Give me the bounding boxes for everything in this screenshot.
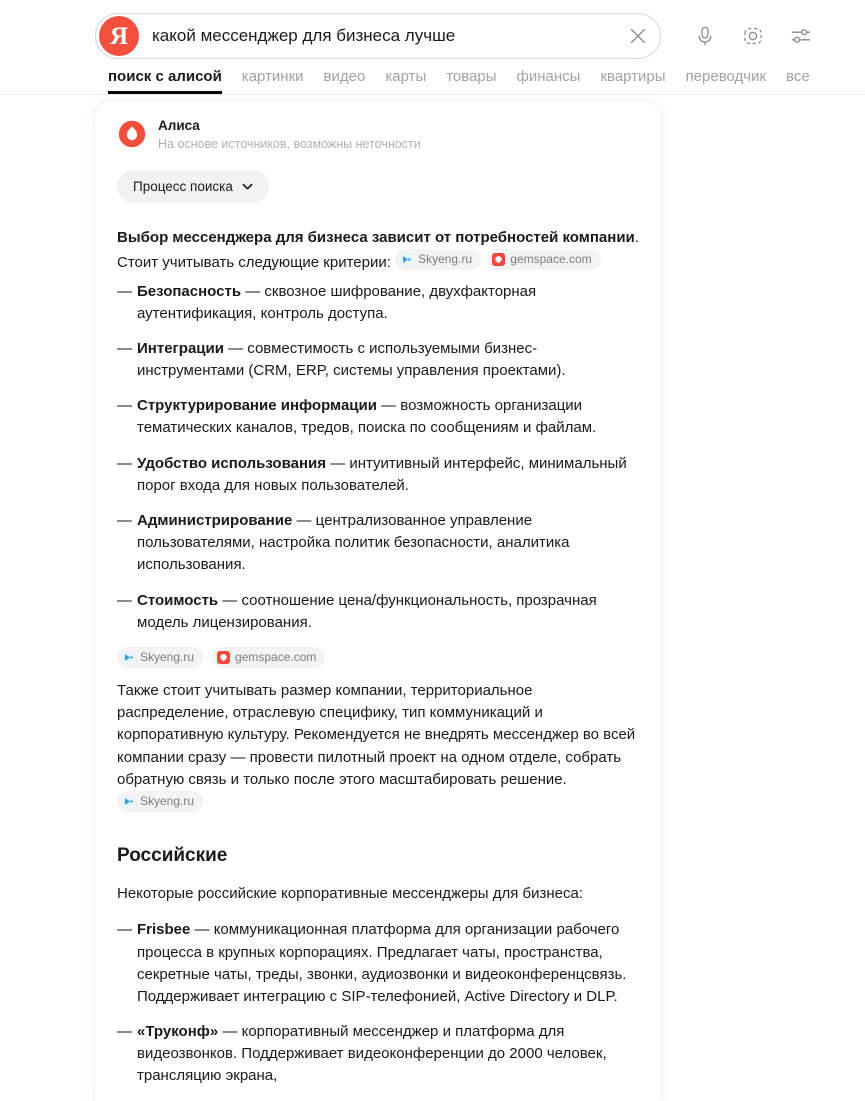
answer-body (117, 227, 639, 1088)
answer-intro-bold: Выбор мессенджера для бизнеса зависит от потребностей компании (117, 229, 635, 247)
criteria-sources-row (117, 647, 639, 668)
tabs (0, 60, 865, 94)
source-chip-skyeng-label: Skyeng.ru (418, 252, 473, 267)
criteria-list (117, 281, 639, 634)
source-chip-skyeng[interactable] (117, 791, 203, 812)
russian-desc: — корпоративный мессенджер и платформа для видеозвонков. Поддерживает видеоконференции до 2000 человек, трансляцию экрана, (137, 1023, 607, 1085)
search-process-label: Процесс поиска (133, 179, 233, 195)
gemspace-favicon-icon (492, 253, 505, 266)
search-input[interactable] (139, 26, 616, 46)
criteria-desc: — возможность организации тематических каналов, тредов, поиска по сообщениям и файлам. (137, 397, 597, 437)
tab-poisk-s-alisoy[interactable]: поиск с алисой (108, 68, 222, 94)
criteria-term: Структурирование информации (137, 397, 377, 415)
criteria-item (117, 510, 639, 577)
alice-logo-icon (117, 119, 147, 149)
criteria-desc: — централизованное управление пользователями, настройка политик безопасности, аналитика использования. (137, 512, 570, 574)
tab-kartinki[interactable]: картинки (241, 68, 304, 85)
tab-perevodchik[interactable]: переводчик (685, 68, 767, 85)
source-chip-gemspace-label: gemspace.com (510, 252, 592, 267)
tab-bar (0, 60, 865, 95)
alice-answer-card (95, 101, 661, 1101)
russian-lead: Некоторые российские корпоративные мессенджеры для бизнеса: (117, 885, 583, 903)
russian-list (117, 919, 639, 1087)
header-divider (0, 94, 865, 95)
criteria-desc: — соотношение цена/функциональность, прозрачная модель лицензирования. (137, 591, 597, 631)
tab-vse[interactable]: все (786, 68, 810, 85)
criteria-desc: — совместимость с используемыми бизнес-инструментами (CRM, ERP, системы управления проектами). (137, 339, 566, 380)
criteria-term: Стоимость (137, 591, 219, 609)
search-header (0, 0, 865, 95)
russian-item (117, 919, 639, 1008)
source-chip-gemspace[interactable] (487, 249, 600, 270)
image-search-button[interactable] (731, 14, 775, 58)
skyeng-favicon-icon (122, 795, 135, 808)
search-settings-button[interactable] (779, 14, 823, 58)
criteria-item (117, 395, 639, 439)
voice-search-button[interactable] (683, 14, 727, 58)
tab-video[interactable]: видео (323, 68, 366, 85)
criteria-term: Удобство использования (137, 454, 326, 472)
microphone-icon (693, 24, 717, 48)
tab-kvartiry[interactable]: квартиры (600, 68, 666, 85)
assistant-disclaimer: На основе источников, возможны неточности (158, 136, 421, 151)
assistant-header (117, 118, 639, 152)
closing-paragraph (117, 680, 639, 816)
source-chip-skyeng-label: Skyeng.ru (140, 793, 195, 808)
russian-item (117, 1021, 639, 1088)
close-icon (627, 25, 649, 47)
russian-term: Frisbee (137, 921, 191, 939)
tab-karty[interactable]: карты (385, 68, 427, 85)
criteria-item (117, 338, 639, 382)
skyeng-favicon-icon (122, 651, 135, 664)
tab-finansy[interactable]: финансы (516, 68, 581, 85)
criteria-term: Безопасность (137, 282, 242, 300)
source-chip-skyeng[interactable] (117, 647, 203, 668)
criteria-desc: — интуитивный интерфейс, минимальный порог входа для новых пользователей. (137, 454, 627, 494)
russian-desc: — коммуникационная платформа для организации рабочего процесса в крупных корпорациях. Предлагает чаты, пространства, секретные чаты, треды, звонки, аудиозвонки и видеоконференцсвязь. Поддерживает интеграцию с SIP-телефонией, Active Directory и DLP. (137, 921, 627, 1005)
search-box[interactable] (95, 13, 661, 59)
answer-intro (117, 227, 639, 274)
chevron-down-icon (241, 180, 254, 193)
search-process-button[interactable] (117, 170, 269, 203)
gemspace-favicon-icon (217, 651, 230, 664)
criteria-item (117, 590, 639, 634)
section-heading-russian: Российские (117, 845, 228, 867)
answer-intro-rest: . Стоит учитывать следующие критерии: (117, 229, 639, 272)
russian-term: «Труконф» (137, 1023, 219, 1041)
source-chip-gemspace[interactable] (212, 647, 325, 668)
criteria-term: Интеграции (137, 339, 224, 357)
criteria-item (117, 453, 639, 497)
skyeng-favicon-icon (400, 253, 413, 266)
source-chip-gemspace-label: gemspace.com (235, 649, 317, 664)
criteria-item (117, 281, 639, 325)
search-row (0, 12, 865, 60)
sliders-icon (789, 24, 813, 48)
camera-icon (741, 24, 765, 48)
criteria-desc: — сквозное шифрование, двухфакторная аутентификация, контроль доступа. (137, 282, 537, 322)
criteria-term: Администрирование (137, 512, 293, 529)
clear-search-button[interactable] (616, 14, 660, 58)
tab-tovary[interactable]: товары (446, 68, 497, 85)
yandex-logo-icon: Я (99, 16, 139, 56)
source-chip-skyeng-label: Skyeng.ru (140, 649, 195, 664)
closing-paragraph-text: Также стоит учитывать размер компании, территориальное распределение, отраслевую специфику, тип коммуникаций и корпоративную культуру. Рекомендуется не внедрять мессенджер во всей компании сразу — провести пилотный проект на одном отделе, собрать обратную связь и только после этого масштабировать решение. (117, 681, 636, 788)
source-chip-skyeng[interactable] (395, 249, 481, 270)
assistant-meta (158, 118, 421, 152)
assistant-name: Алиса (158, 118, 200, 133)
